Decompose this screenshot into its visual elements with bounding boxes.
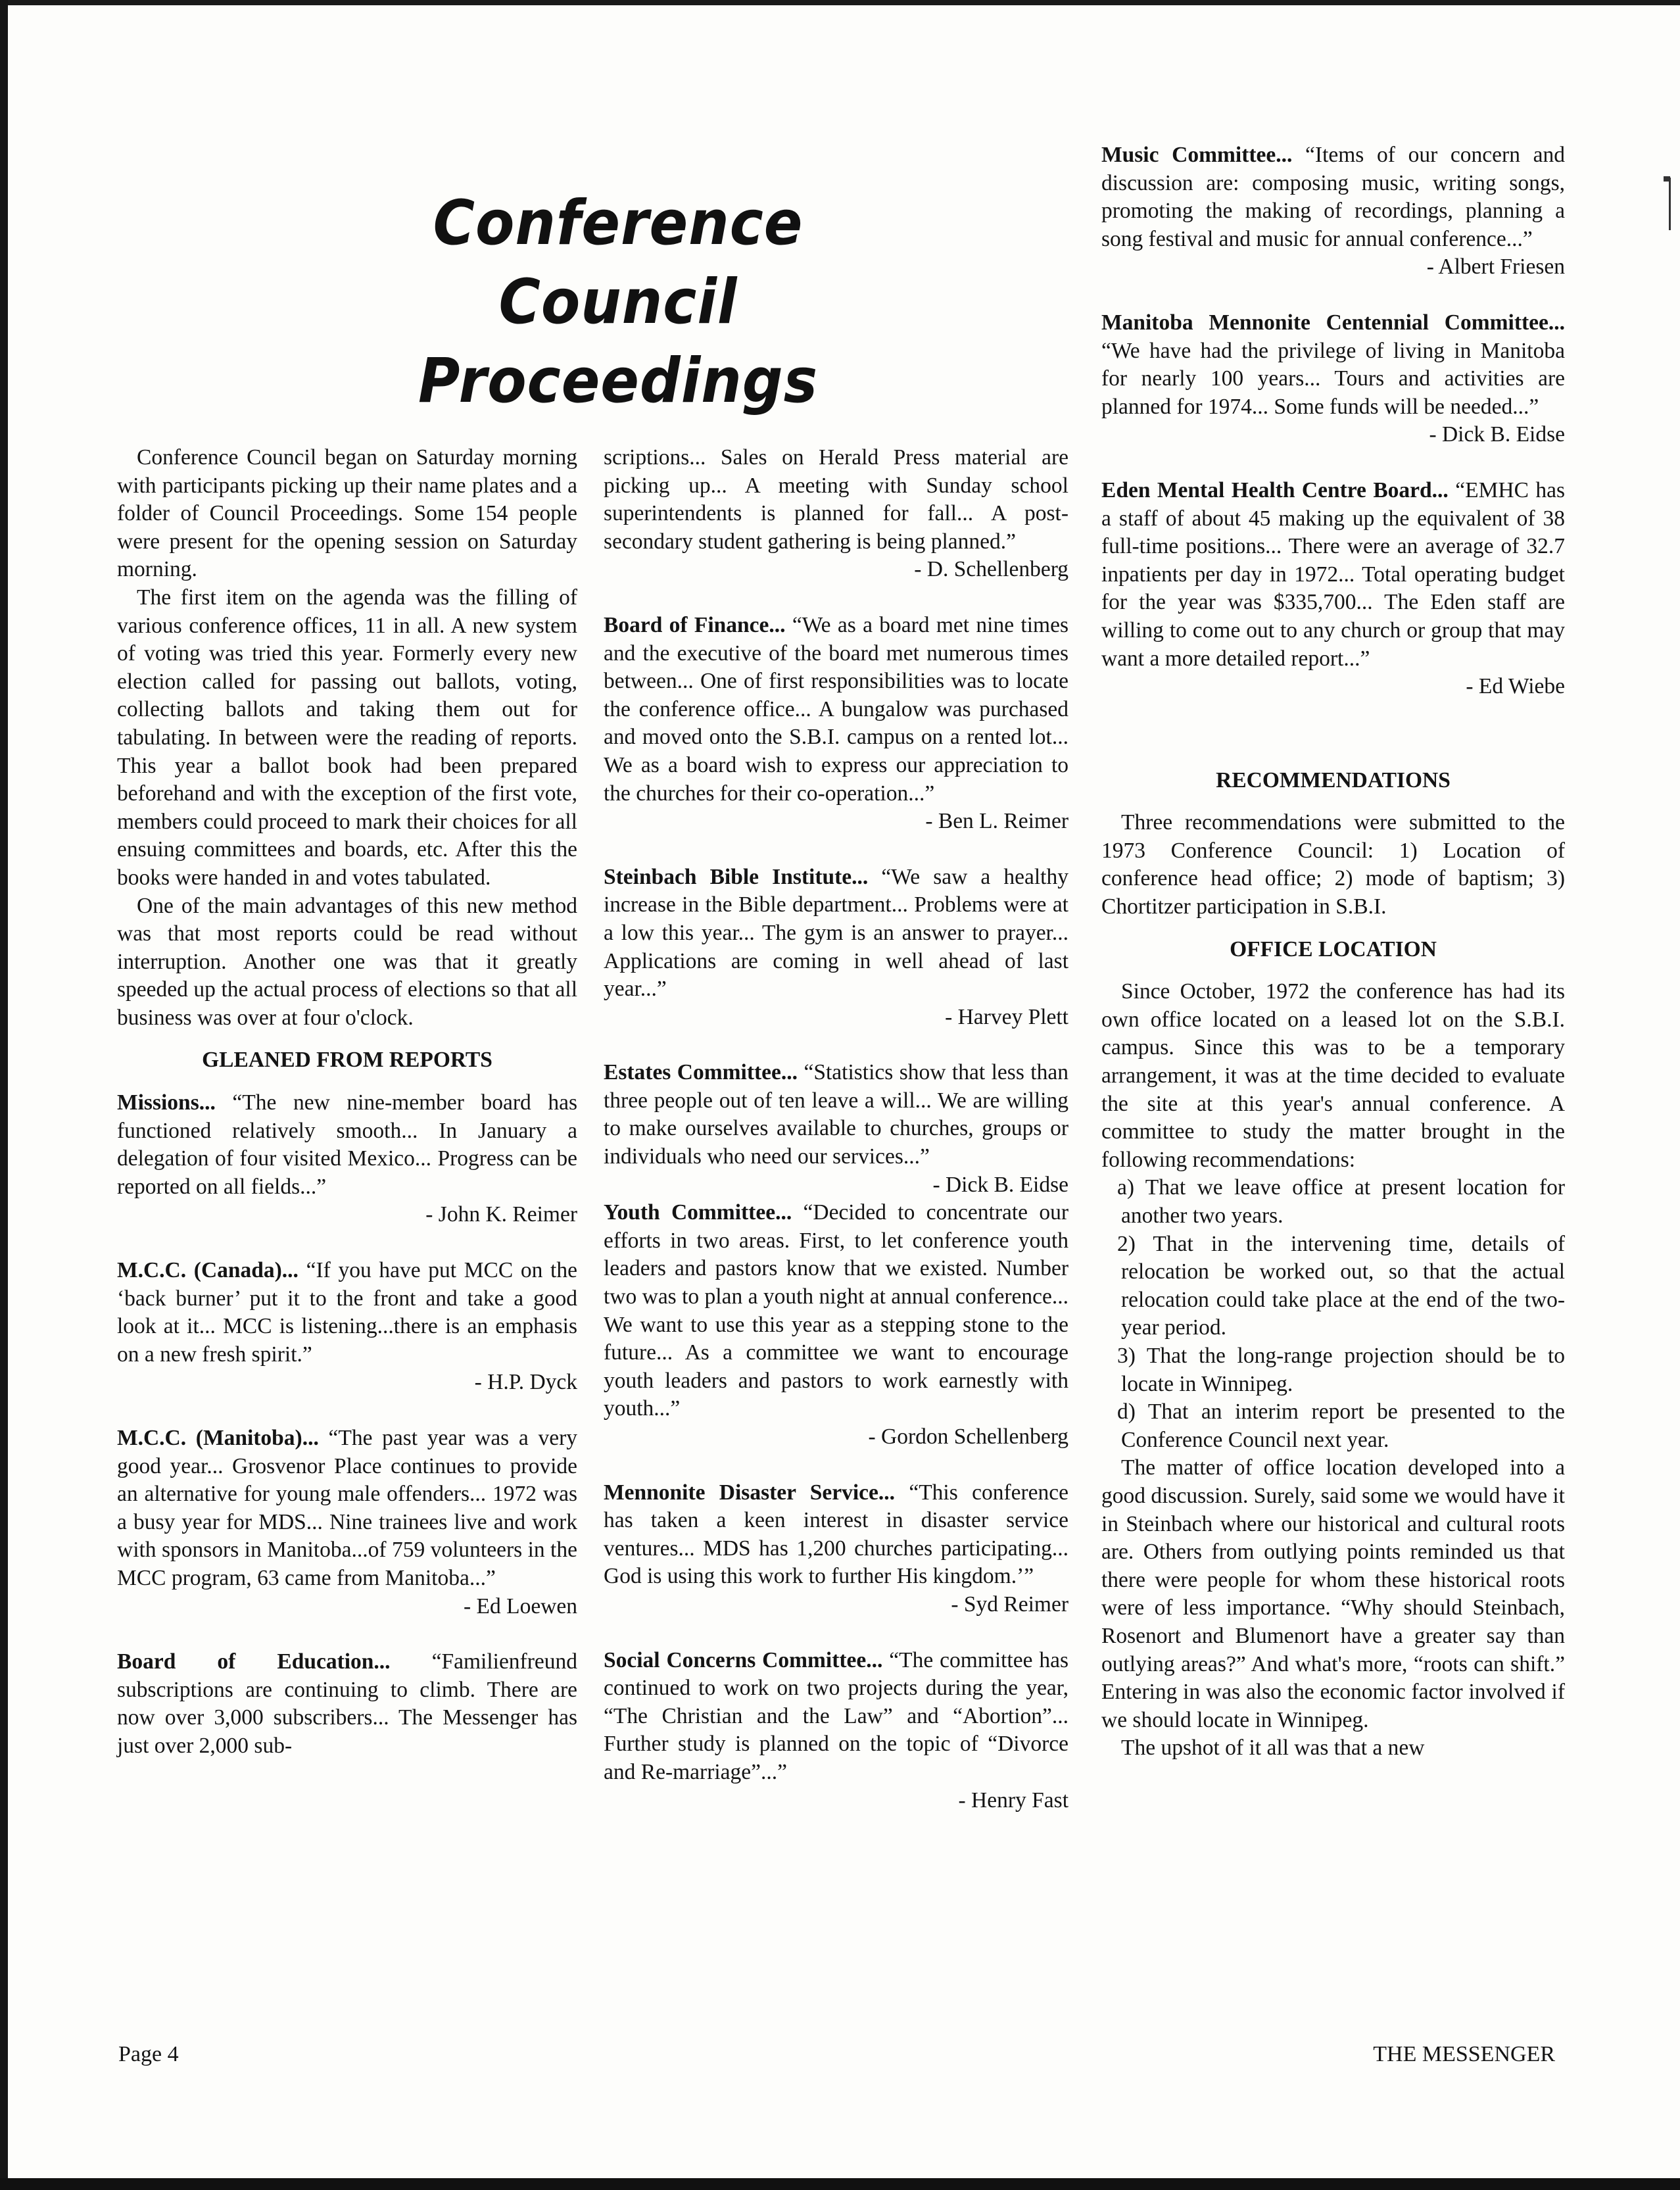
report-lead: Music Committee... xyxy=(1101,143,1293,167)
report-board-of-education xyxy=(117,1648,577,1760)
page-border-top xyxy=(0,0,1680,5)
title-line-1: Conference Council xyxy=(433,187,804,338)
report-text: “The committee has continued to work on two projects during the year, “The Christian and the Law” and “Abortion”... Further study is planned on the topic of “Divorce and Re-marriage”...” xyxy=(604,1647,1068,1784)
column-2 xyxy=(604,444,1068,1814)
report-estates-committee xyxy=(604,1059,1068,1199)
intro-paragraph: One of the main advantages of this new method was that most reports could be read without interruption. Another one was that it greatly speeded up the actual process of elections so that all business was over at four o'clock. xyxy=(117,893,577,1030)
report-signature: - Harvey Plett xyxy=(945,1004,1068,1029)
report-social-concerns-committee xyxy=(604,1647,1068,1815)
report-board-of-finance xyxy=(604,612,1068,836)
column-3 xyxy=(1101,141,1565,1763)
report-text: “The new nine-member board has functioned relatively smooth... In January a delegation of four visited Mexico... Progress can be reported on all fields...” xyxy=(117,1090,577,1199)
report-steinbach-bible-institute xyxy=(604,864,1068,1032)
report-lead: Missions... xyxy=(117,1090,216,1115)
report-signature: - Syd Reimer xyxy=(951,1592,1068,1617)
report-lead: Estates Committee... xyxy=(604,1060,798,1085)
report-text: “Statistics show that less than three people out of ten leave a will... We are willing to make ourselves available to churches, groups or individuals who need our services...” xyxy=(604,1060,1068,1169)
recommendations-paragraph: Three recommendations were submitted to the 1973 Conference Council: 1) Location of conference head office; 2) mode of baptism; 3) Chortitzer participation in S.B.I. xyxy=(1101,810,1565,919)
report-text: “We have had the privilege of living in Manitoba for nearly 100 years... Tours and activities are planned for 1974... Some funds will be needed...” xyxy=(1101,338,1565,419)
report-eden-mental-health xyxy=(1101,477,1565,701)
report-text: “If you have put MCC on the ‘back burner’ put it to the front and take a good look at it... MCC is listening...there is an emphasis on a new fresh spirit.” xyxy=(117,1258,577,1367)
column-1 xyxy=(117,444,577,1761)
report-text: “The past year was a very good year... Grosvenor Place continues to provide an alternative for young male offenders... 1972 was a busy year for MDS... Nine trainees live and work with sponsors in Manitoba...of 759 volunteers in the MCC program, 63 came from Manitoba...” xyxy=(117,1426,577,1590)
publication-name: THE MESSENGER xyxy=(1373,2042,1555,2066)
report-signature: - Gordon Schellenberg xyxy=(868,1424,1068,1449)
report-text: “Familienfreund subscriptions are continuing to climb. There are now over 3,000 subscribers... The Messenger has just over 2,000 sub- xyxy=(117,1649,577,1758)
report-signature: - H.P. Dyck xyxy=(474,1370,577,1395)
report-mennonite-disaster-service xyxy=(604,1479,1068,1619)
report-signature: - Henry Fast xyxy=(958,1788,1068,1813)
report-lead: Eden Mental Health Centre Board... xyxy=(1101,477,1449,502)
page-title xyxy=(364,184,873,421)
recommendation-item: 2) That in the intervening time, details of relocation be worked out, so that the actual relocation could take place at the end of the two-year period. xyxy=(1117,1231,1565,1340)
report-signature: - Albert Friesen xyxy=(1426,255,1565,280)
recommendation-item: d) That an interim report be presented to the Conference Council next year. xyxy=(1117,1399,1565,1452)
report-text: “Decided to concentrate our efforts in two areas. First, to let conference youth leaders and pastors know that we existed. Number two was to plan a youth night at annual conference... We want to use this year as a stepping stone to the future... As a committee we want to encourage youth leaders and pastors to work earnestly with youth...” xyxy=(604,1200,1069,1421)
report-board-of-education-continued xyxy=(604,444,1068,584)
recommendation-item: 3) That the long-range projection should be to locate in Winnipeg. xyxy=(1117,1343,1565,1396)
report-lead: Steinbach Bible Institute... xyxy=(604,864,869,889)
intro-paragraph: Conference Council began on Saturday morning with participants picking up their name plates and a folder of Council Proceedings. Some 154 people were present for the opening session on Saturday morning. xyxy=(117,445,577,582)
report-missions xyxy=(117,1089,577,1229)
report-text: scriptions... Sales on Herald Press material are picking up... A meeting with Sunday school superintendents is planned for fall... A post-secondary student gathering is being planned.” xyxy=(604,445,1068,554)
report-text: “We saw a healthy increase in the Bible department... Problems were at a low this year... The gym is an answer to prayer... Applications are coming in well ahead of last year...” xyxy=(604,864,1068,1002)
report-lead: Board of Finance... xyxy=(604,612,786,637)
report-lead: M.C.C. (Canada)... xyxy=(117,1258,299,1283)
report-lead: Mennonite Disaster Service... xyxy=(604,1480,896,1505)
office-paragraph: Since October, 1972 the conference has had its own office located on a leased lot on the S.B.I. campus. Since this was to be a temporary arrangement, it was at the time decided to evaluate the site at this year's annual conference. A committee to study the matter brought in the following recommendations: xyxy=(1101,979,1565,1172)
report-signature: - D. Schellenberg xyxy=(914,557,1068,582)
report-signature: - John K. Reimer xyxy=(425,1202,577,1227)
office-location-heading: OFFICE LOCATION xyxy=(1230,937,1437,961)
title-line-2: Proceedings xyxy=(418,345,818,417)
report-signature: - Ed Wiebe xyxy=(1466,674,1565,699)
report-text: “Items of our concern and discussion are: composing music, writing songs, promoting the making of recordings, planning a song festival and music for annual conference...” xyxy=(1101,143,1565,251)
recommendations-heading: RECOMMENDATIONS xyxy=(1216,767,1451,792)
report-text: “This conference has taken a keen interest in disaster service ventures... MDS has 1,200 churches participating... God is using this work to further His kingdom.’” xyxy=(604,1480,1068,1589)
margin-mark xyxy=(1669,178,1671,230)
report-text: “We as a board met nine times and the executive of the board met numerous times between... One of first responsibilities was to locate the conference office... A bungalow was purchased and moved onto the S.B.I. campus on a rented lot... We as a board wish to express our appreciation to the churches for their co-operation...” xyxy=(604,612,1068,806)
office-paragraph: The matter of office location developed into a good discussion. Surely, said some we would have it in Steinbach where our historical and cultural roots are. Others from outlying points reminded us that there were people for whom these historical roots were of less importance. “Why should Steinbach, Rosenort and Blumenort have a greater say than outlying areas?” And what's more, “roots can shift.” Entering in was also the economic factor involved if we should locate in Winnipeg. xyxy=(1101,1455,1565,1732)
report-lead: Board of Education... xyxy=(117,1649,391,1674)
report-youth-committee xyxy=(604,1199,1068,1451)
report-lead: Manitoba Mennonite Centennial Committee... xyxy=(1101,310,1565,335)
report-lead: Social Concerns Committee... xyxy=(604,1647,883,1672)
recommendation-item: a) That we leave office at present location for another two years. xyxy=(1117,1175,1565,1228)
report-lead: Youth Committee... xyxy=(604,1200,792,1225)
page-border-left xyxy=(0,0,8,2190)
report-mcc-manitoba xyxy=(117,1424,577,1620)
report-signature: - Ed Loewen xyxy=(463,1594,577,1618)
report-lead: M.C.C. (Manitoba)... xyxy=(117,1426,319,1450)
report-music-committee xyxy=(1101,141,1565,281)
section-heading: GLEANED FROM REPORTS xyxy=(202,1048,492,1073)
page-number: Page 4 xyxy=(118,2042,179,2066)
report-mcc-canada xyxy=(117,1257,577,1397)
page-border-bottom xyxy=(0,2178,1680,2190)
report-signature: - Dick B. Eidse xyxy=(932,1172,1068,1197)
report-text: “EMHC has a staff of about 45 making up the equivalent of 38 full-time positions... There were an average of 32.7 inpatients per day in 1972... Total operating budget for the year was $335,700... The Eden staff are willing to come out to any church or group that may want a more detailed report...” xyxy=(1101,477,1566,671)
report-centennial-committee xyxy=(1101,309,1565,449)
report-signature: - Ben L. Reimer xyxy=(925,809,1068,834)
intro-paragraph: The first item on the agenda was the filling of various conference offices, 11 in all. A new system of voting was tried this year. Formerly every new election called for passing out ballots, voting, collecting ballots and taking them out for tabulating. In between were the reading of reports. This year a ballot book had been prepared beforehand and with the exception of the first vote, members could proceed to mark their choices for all ensuing committees and boards, etc. After this the books were handed in and votes tabulated. xyxy=(117,585,577,890)
report-signature: - Dick B. Eidse xyxy=(1429,422,1565,447)
margin-mark-tick xyxy=(1664,176,1670,182)
office-paragraph: The upshot of it all was that a new xyxy=(1121,1736,1425,1761)
